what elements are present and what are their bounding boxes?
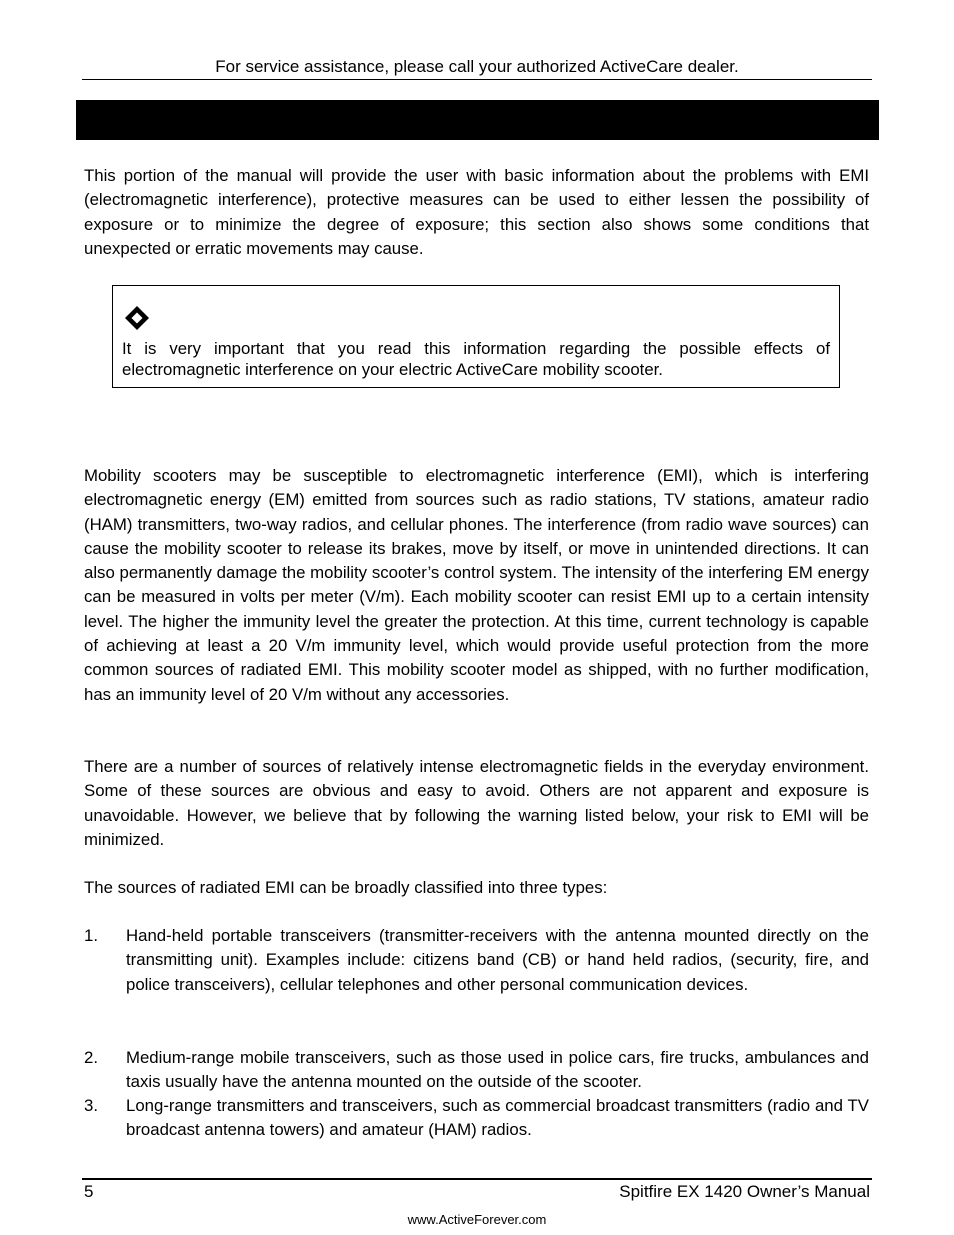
diamond-warning-icon <box>123 304 151 332</box>
list-item-number: 2. <box>84 1048 98 1067</box>
section-title-bar <box>76 100 879 140</box>
list-item-text: Long-range transmitters and transceivers, such as commercial broadcast transmitters (radio and TV broadcast antenna towers) and amateur (HAM) radios. <box>126 1096 869 1140</box>
website-url: www.ActiveForever.com <box>407 1212 547 1227</box>
page-number: 5 <box>84 1182 94 1201</box>
list-item-text: Medium-range mobile transceivers, such as those used in police cars, fire trucks, ambulances and taxis usually have the antenna mounted on the outside of the scooter. <box>126 1048 869 1092</box>
page-header-text: For service assistance, please call your authorized ActiveCare dealer. <box>215 57 739 76</box>
header-divider <box>82 79 872 80</box>
emi-types-intro: The sources of radiated EMI can be broadly classified into three types: <box>84 878 608 897</box>
emi-paragraph: Mobility scooters may be susceptible to electromagnetic interference (EMI), which is interfering electromagnetic energy (EM) emitted from sources such as radio stations, TV stations, amateur radio (HAM) transmitters, two-way radios, and cellular phones. The interference (from radio wave sources) can cause the mobility scooter to release its brakes, move by itself, or move in unintended directions. It can also permanently damage the mobility scooter’s control system. The intensity of the interfering EM energy can be measured in volts per meter (V/m). Each mobility scooter can resist EMI up to a certain intensity level. The higher the immunity level the greater the protection. At this time, current technology is capable of achieving at least a 20 V/m immunity level, which would provide useful protection from the more common sources of radiated EMI. This mobility scooter model as shipped, with no further modification, has an immunity level of 20 V/m without any accessories. <box>84 466 869 704</box>
emi-sources-paragraph: There are a number of sources of relatively intense electromagnetic fields in the everyday environment. Some of these sources are obvious and easy to avoid. Others are not apparent and exposure is unavoidable. However, we believe that by following the warning listed below, your risk to EMI will be minimized. <box>84 757 869 849</box>
notice-text: It is very important that you read this information regarding the possible effects of electromagnetic interference on your electric ActiveCare mobility scooter. <box>122 339 830 379</box>
list-item-number: 1. <box>84 926 98 945</box>
list-item-text: Hand-held portable transceivers (transmitter-receivers with the antenna mounted directly on the transmitting unit). Examples include: citizens band (CB) or hand held radios, (security, fire, and police transceivers), cellular telephones and other personal communication devices. <box>126 926 869 994</box>
footer-divider <box>82 1178 872 1180</box>
notice-box <box>112 285 840 388</box>
manual-title: Spitfire EX 1420 Owner’s Manual <box>619 1182 870 1201</box>
intro-paragraph: This portion of the manual will provide the user with basic information about the problems with EMI (electromagnetic interference), protective measures can be used to either lessen the possibility of exposure or to minimize the degree of exposure; this section also shows some conditions that unexpected or erratic movements may cause. <box>84 166 869 258</box>
list-item-number: 3. <box>84 1096 98 1115</box>
